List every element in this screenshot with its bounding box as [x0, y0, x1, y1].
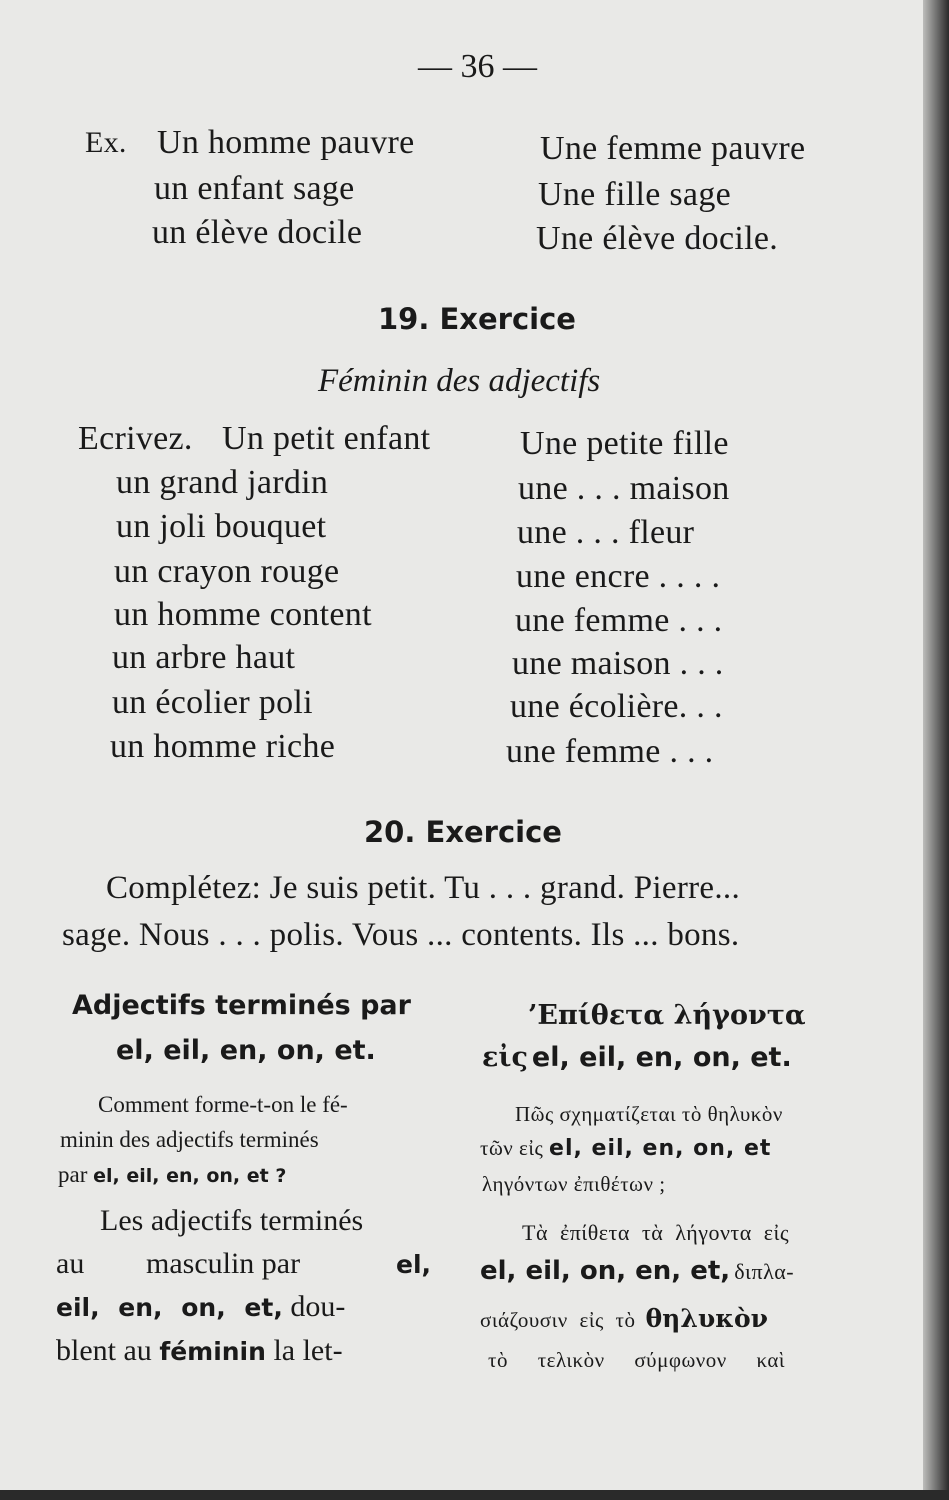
exercise-20-title: 20. Exercice — [364, 815, 562, 849]
question-fr-line-2: minin des adjectifs terminés — [60, 1127, 319, 1152]
answer-gr-line-2-rest: διπλα- — [734, 1259, 795, 1284]
exercise-20-line-2: sage. Nous . . . polis. Vous ... contents. Ils ... bons. — [62, 917, 740, 953]
answer-gr-line-3 — [480, 1304, 768, 1333]
answer-fr-line-3-bold: eil, en, on, et, — [56, 1293, 283, 1322]
example-fem-2: Une fille sage — [538, 176, 732, 213]
answer-fr-line-4-bold: féminin — [159, 1337, 266, 1366]
question-gr-line-1: Πῶς σχηματίζεται τὸ θηλυκὸν — [515, 1102, 783, 1126]
exercise-19-subtitle: Féminin des adjectifs — [318, 363, 601, 399]
section-heading-gr-2: el, eil, en, on, et. — [531, 1042, 792, 1073]
answer-fr-line-4-rest: la let- — [273, 1334, 343, 1367]
question-fr-line-1: Comment forme-t-on le fé- — [98, 1092, 348, 1117]
answer-fr-line-3-rest: dou- — [290, 1290, 346, 1323]
answer-fr-line-3 — [56, 1290, 345, 1324]
answer-gr-line-3-text: σιάζουσιν εἰς τὸ — [480, 1308, 636, 1332]
exercise-19-fem-1: Une petite fille — [520, 425, 729, 462]
exercise-19-prefix: Ecrivez. — [78, 420, 193, 457]
question-gr-line-2 — [480, 1136, 771, 1161]
exercise-19-masc-5: un homme content — [114, 596, 372, 633]
exercise-19-masc-1: Un petit enfant — [222, 420, 431, 457]
exercise-19-masc-8: un homme riche — [110, 728, 336, 765]
example-fem-3: Une élève docile. — [536, 220, 779, 257]
exercise-19-fem-2: une . . . maison — [518, 470, 730, 507]
answer-fr-line-2-a: au — [56, 1247, 85, 1280]
page-edge-shadow — [923, 0, 949, 1500]
answer-fr-line-2-bold: el, — [396, 1250, 432, 1279]
exercise-19-masc-2: un grand jardin — [116, 464, 329, 501]
exercise-19-title: 19. Exercice — [378, 302, 576, 336]
page-number: — 36 — — [418, 48, 537, 85]
exercise-19-masc-3: un joli bouquet — [116, 508, 327, 545]
section-heading-gr-1: ’Επίθετα λήγοντα — [528, 1000, 806, 1031]
answer-gr-line-1: Τὰ ἐπίθετα τὰ λήγοντα εἰς — [522, 1220, 790, 1245]
answer-fr-line-4 — [56, 1334, 343, 1368]
exercise-19-fem-3: une . . . fleur — [517, 514, 695, 551]
exercise-19-masc-4: un crayon rouge — [114, 553, 340, 590]
exercise-19-fem-5: une femme . . . — [515, 602, 723, 639]
question-gr-line-3: ληγόντων ἐπιθέτων ; — [482, 1172, 666, 1196]
answer-fr-line-2-b: masculin par — [146, 1247, 301, 1280]
exercise-19-masc-7: un écolier poli — [112, 684, 313, 721]
page-bottom-edge — [0, 1490, 949, 1500]
section-heading-fr-2: el, eil, en, on, et. — [116, 1035, 376, 1066]
section-heading-fr-1: Adjectifs terminés par — [72, 990, 411, 1021]
question-fr-line-3 — [58, 1162, 286, 1188]
answer-gr-line-2-bold: el, eil, on, en, et, — [480, 1256, 731, 1286]
exercise-20-line-1: Complétez: Je suis petit. Tu . . . grand. Pierre... — [106, 870, 741, 906]
exercise-19-fem-8: une femme . . . — [506, 733, 714, 770]
example-masc-3: un élève docile — [152, 214, 363, 251]
answer-gr-line-4: τὸ τελικὸν σύμφωνον καὶ — [488, 1348, 786, 1372]
question-fr-line-3-prefix: par — [58, 1162, 88, 1187]
example-masc-1: Un homme pauvre — [157, 124, 415, 161]
section-heading-gr-2-prefix: εἰς — [482, 1042, 528, 1073]
example-masc-2: un enfant sage — [154, 170, 355, 207]
answer-gr-line-2 — [480, 1256, 794, 1286]
question-fr-line-3-bold: el, eil, en, on, et ? — [93, 1165, 287, 1187]
answer-gr-line-3-bold: θηλυκὸν — [645, 1304, 768, 1333]
examples-prefix: Ex. — [85, 126, 127, 159]
exercise-19-masc-6: un arbre haut — [112, 639, 296, 676]
question-gr-line-2-prefix: τῶν εἰς — [480, 1136, 544, 1160]
answer-fr-line-2 — [56, 1247, 444, 1281]
exercise-19-fem-7: une écolière. . . — [510, 688, 723, 725]
question-gr-line-2-bold: el, eil, en, on, et — [549, 1136, 772, 1161]
answer-fr-line-1: Les adjectifs terminés — [100, 1204, 364, 1237]
section-heading-gr-2-line — [482, 1042, 792, 1073]
exercise-19-fem-6: une maison . . . — [512, 645, 724, 682]
example-fem-1: Une femme pauvre — [540, 130, 806, 167]
answer-fr-line-4-a: blent au — [56, 1334, 152, 1367]
exercise-19-fem-4: une encre . . . . — [516, 558, 721, 595]
